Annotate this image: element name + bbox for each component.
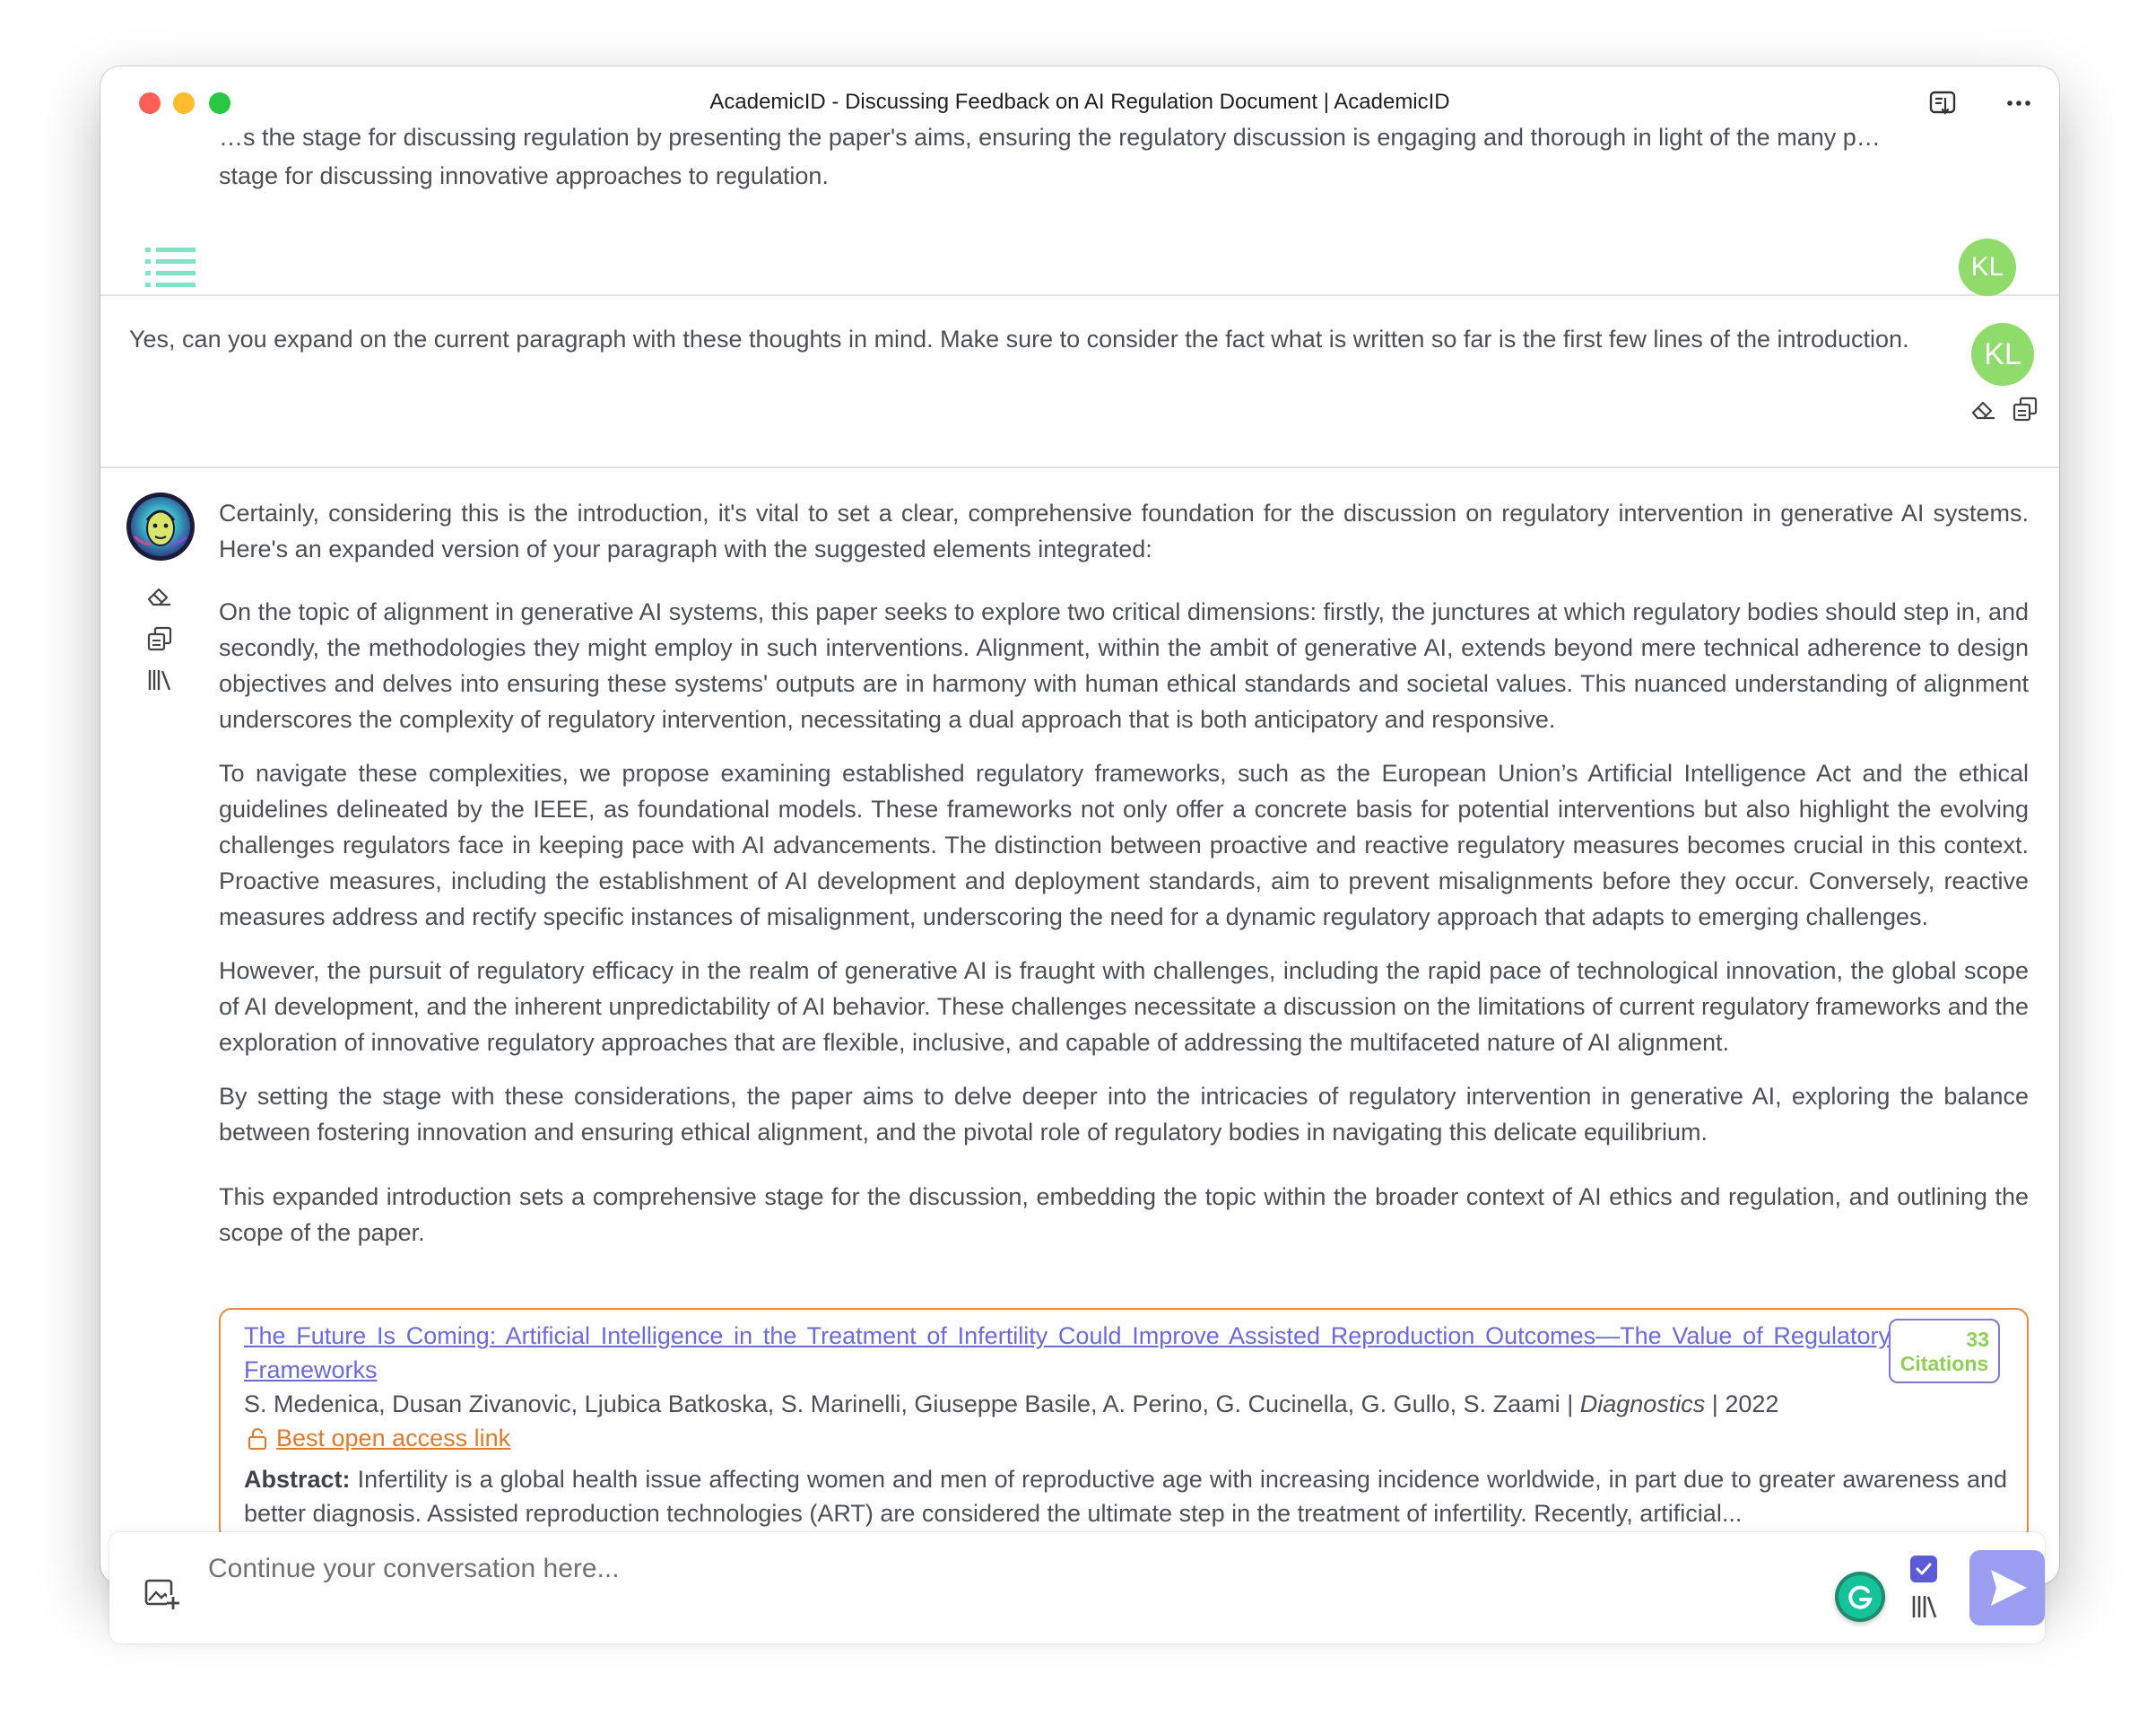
unlock-icon bbox=[248, 1428, 267, 1450]
copy-icon[interactable] bbox=[2011, 395, 2039, 423]
previous-message bbox=[100, 124, 2059, 296]
add-image-icon[interactable] bbox=[143, 1575, 179, 1611]
avatar: KL bbox=[1959, 239, 2016, 296]
chat-area[interactable] bbox=[100, 124, 2059, 1584]
checkbox-icon[interactable] bbox=[1910, 1556, 1937, 1582]
message-composer bbox=[109, 1532, 2045, 1643]
avatar: KL bbox=[1971, 323, 2034, 386]
eraser-icon[interactable] bbox=[1969, 395, 1998, 423]
assistant-outro: This expanded introduction sets a comprehensive stage for the discussion, embedding the topic within the broader context of AI ethics and regulation, and outlining the scope of the paper. bbox=[219, 1183, 2029, 1246]
reader-mode-icon[interactable] bbox=[1928, 88, 1959, 118]
citation-journal: Diagnostics bbox=[1579, 1390, 1706, 1417]
assistant-paragraph: On the topic of alignment in generative AI systems, this paper seeks to explore two critical dimensions: firstly, the junctures at which regulatory bodies should step in, and secondly, the methodologies they might employ in such interventions. Alignment, within the ambit of generative AI, extends beyond mere technical adherence to design objectives and delves into ensuring these systems' outputs are in harmony with human ethical standards and societal values. This nuanced understanding of alignment underscores the complexity of regulatory intervention, necessitating a dual approach that is both anticipatory and responsive. bbox=[219, 598, 2029, 733]
user-message-text: Yes, can you expand on the current paragraph with these thoughts in mind. Make sure to consider the fact what is written so far is the first few lines of the introduction. bbox=[129, 326, 1909, 353]
previous-message-text: stage for discussing innovative approaches to regulation. bbox=[219, 162, 829, 189]
assistant-paragraph: However, the pursuit of regulatory efficacy in the realm of generative AI is fraught with challenges, including the rapid pace of technological innovation, the global scope of AI development, and the inherent unpredictability of AI behavior. These challenges necessitate a discussion on the limitations of current regulatory frameworks and the exploration of innovative regulatory approaches that are flexible, inclusive, and capable of addressing the multifaceted nature of AI alignment. bbox=[219, 957, 2029, 1056]
more-icon[interactable] bbox=[2004, 88, 2034, 118]
assistant-intro: Certainly, considering this is the introduction, it's vital to set a clear, comprehensive foundation for the discussion on regulatory intervention in generative AI systems. Here's an expanded version of your paragraph with the suggested elements integrated: bbox=[219, 500, 2029, 562]
citation-count: 33 bbox=[1966, 1328, 1989, 1351]
citation-count-label: Citations bbox=[1900, 1352, 1989, 1375]
citation-card bbox=[219, 1308, 2029, 1541]
app-window bbox=[100, 66, 2059, 1584]
window-title: AcademicID - Discussing Feedback on AI Regulation Document | AcademicID bbox=[709, 90, 1450, 114]
citation-authors: S. Medenica, Dusan Zivanovic, Ljubica Batkoska, S. Marinelli, Giuseppe Basile, A. Perino, G. Cucinella, G. Gullo, S. Zaami | Diagnostics | 2022 bbox=[244, 1390, 1779, 1417]
send-button[interactable] bbox=[1969, 1550, 2045, 1625]
send-icon bbox=[1969, 1550, 2045, 1625]
message-input[interactable] bbox=[206, 1550, 1878, 1588]
grammarly-icon[interactable] bbox=[1835, 1572, 1885, 1622]
copy-icon[interactable] bbox=[145, 624, 174, 653]
citation-title-link[interactable]: The Future Is Coming: Artificial Intelligence in the Treatment of Infertility Could Improve Assisted Reproduction Outcomes—The Value of Regulatory Frameworks bbox=[244, 1322, 1891, 1383]
eraser-icon[interactable] bbox=[145, 581, 174, 610]
library-icon[interactable] bbox=[145, 666, 174, 694]
citation-year: 2022 bbox=[1725, 1390, 1779, 1417]
assistant-avatar bbox=[126, 492, 196, 562]
open-access-link[interactable]: Best open access link bbox=[244, 1421, 510, 1455]
citation-abstract: Abstract: Infertility is a global health issue affecting women and men of reproductive age with increasing incidence worldwide, in part due to greater awareness and better diagnosis. Assisted reproduction technologies (ART) are considered the ultimate step in the treatment of infertility. Recently, artificial... bbox=[244, 1466, 2007, 1527]
assistant-paragraph: By setting the stage with these considerations, the paper aims to delve deeper into the intricacies of regulatory intervention in generative AI, exploring the balance between fostering innovation and ensuring ethical alignment, and the pivotal role of regulatory bodies in navigating this delicate equilibrium. bbox=[219, 1083, 2029, 1146]
user-message bbox=[100, 296, 2059, 468]
assistant-paragraph: To navigate these complexities, we propose examining established regulatory frameworks, such as the European Union’s Artificial Intelligence Act and the ethical guidelines delineated by the IEEE, as foundational models. These frameworks not only offer a concrete basis for potential interventions but also highlight the evolving challenges regulators face in keeping pace with AI advancements. The distinction between proactive and reactive regulatory measures becomes crucial in this context. Proactive measures, including the establishment of AI development and deployment standards, aim to prevent misalignments before they occur. Conversely, reactive measures address and rectify specific instances of misalignment, underscoring the need for a dynamic regulatory approach that adapts to emerging challenges. bbox=[219, 760, 2029, 930]
citation-count-badge[interactable] bbox=[1889, 1319, 2000, 1383]
library-icon[interactable] bbox=[1908, 1591, 1939, 1622]
assistant-message-text bbox=[219, 495, 2029, 1251]
list-icon[interactable] bbox=[143, 244, 197, 287]
previous-message-cut-line: …s the stage for discussing regulation by presenting the paper's aims, ensuring the regulatory discussion is engaging and thorough in light of the many p… bbox=[219, 124, 1881, 151]
